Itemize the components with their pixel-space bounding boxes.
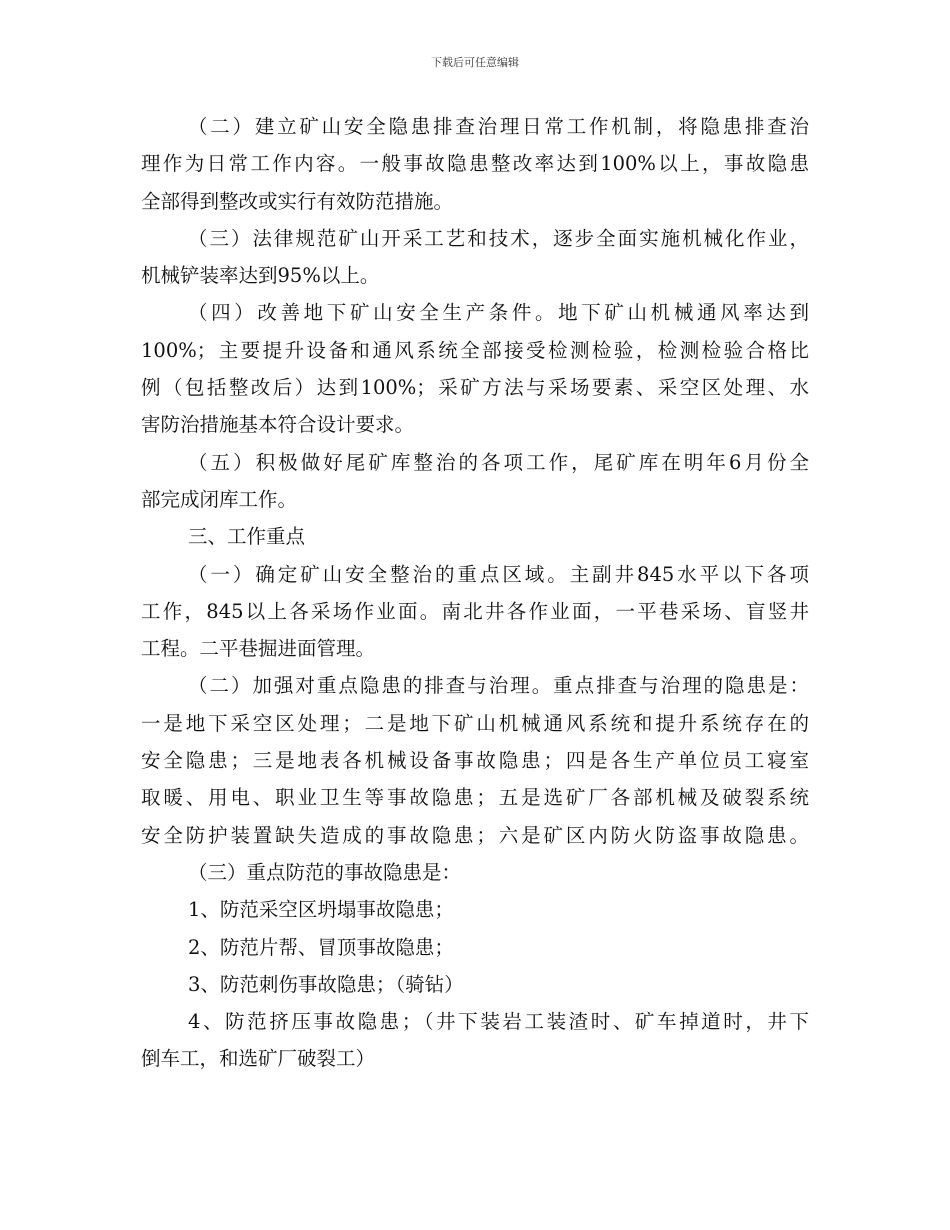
paragraph-line: （五）积极做好尾矿库整治的各项工作，尾矿库在明年6月份全 [188,450,809,474]
page-header: 下载后可任意编辑 [431,56,519,69]
paragraph-line: 一是地下采空区处理；二是地下矿山机械通风系统和提升系统存在的 [141,711,809,735]
paragraph-line: （二）加强对重点隐患的排查与治理。重点排查与治理的隐患是： [188,674,809,698]
paragraph-line: 理作为日常工作内容。一般事故隐患整改率达到100%以上，事故隐患 [141,152,809,176]
paragraph-line: 工作，845以上各采场作业面。南北井各作业面，一平巷采场、盲竖井 [141,599,809,623]
paragraph-line: （三）法律规范矿山开采工艺和技术，逐步全面实施机械化作业， [188,226,809,250]
paragraph-line: （三）重点防范的事故隐患是： [188,860,462,884]
section-heading: 三、工作重点 [188,525,306,549]
document-body [141,108,809,1078]
paragraph-line: （一）确定矿山安全整治的重点区域。主副井845水平以下各项 [188,562,809,586]
paragraph-line: 部完成闭库工作。 [141,487,298,511]
paragraph-line: 例（包括整改后）达到100%；采矿方法与采场要素、采空区处理、水 [141,376,809,400]
list-item: 4、防范挤压事故隐患；（井下装岩工装渣时、矿车掉道时，井下 [188,1010,809,1034]
list-item: 1、防范采空区坍塌事故隐患； [188,898,454,922]
paragraph-line: 100%；主要提升设备和通风系统全部接受检测检验，检测检验合格比 [141,338,809,362]
paragraph-line: 害防治措施基本符合设计要求。 [141,413,415,437]
paragraph-line: 工程。二平巷掘进面管理。 [141,637,376,661]
paragraph-line: （二）建立矿山安全隐患排查治理日常工作机制，将隐患排查治 [188,115,809,138]
paragraph-line: 全部得到整改或实行有效防范措施。 [141,189,454,213]
paragraph-line: 安全防护装置缺失造成的事故隐患；六是矿区内防火防盗事故隐患。 [141,823,809,847]
paragraph-line: （四）改善地下矿山安全生产条件。地下矿山机械通风率达到 [188,301,809,325]
paragraph-line: 安全隐患；三是地表各机械设备事故隐患；四是各生产单位员工寝室 [141,749,809,773]
list-item: 3、防范刺伤事故隐患；（骑钻） [188,972,464,996]
list-item: 2、防范片帮、冒顶事故隐患； [188,935,454,959]
paragraph-line: 取暖、用电、职业卫生等事故隐患；五是选矿厂各部机械及破裂系统 [141,786,809,810]
list-item-continuation: 倒车工，和选矿厂破裂工） [141,1047,376,1071]
paragraph-line: 机械铲装率达到95%以上。 [141,264,380,288]
